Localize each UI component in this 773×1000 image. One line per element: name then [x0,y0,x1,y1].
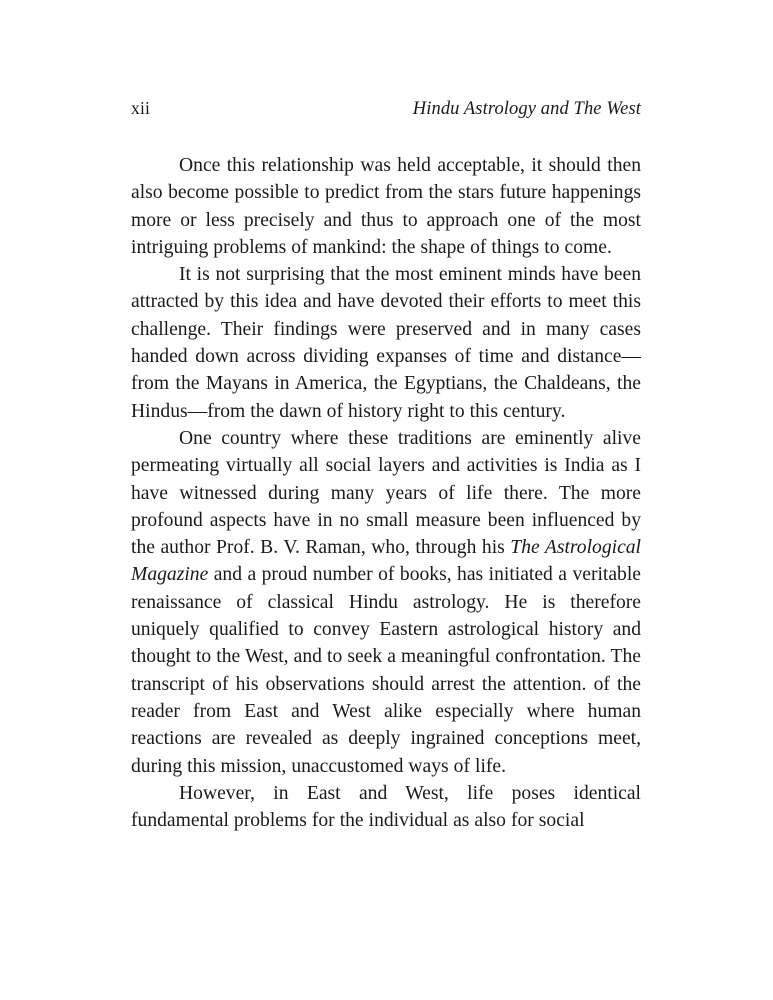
paragraph: One country where these traditions are eminently alive permeating virtually all social layers and activities is India as I have witnessed during many years of life there. The more profound aspects have in no small measure been influenced by the author Prof. B. V. Raman, who, through his The Astrological Magazine and a proud number of books, has initiated a veritable renaissance of classical Hindu astrology. He is therefore uniquely qualified to convey Eastern astrological history and thought to the West, and to seek a meaningful confrontation. The transcript of his observations should arrest the attention. of the reader from East and West alike especially where human reactions are revealed as deeply ingrained conceptions meet, during this mission, unaccustomed ways of life. [131,427,642,777]
italic-title: The Astrological Magazine [131,537,642,586]
paragraph: It is not surprising that the most eminent minds have been attracted by this idea and have devoted their efforts to meet this challenge. Their findings were preserved and in many cases handed down across dividing expanses of time and distance—from the Mayans in America, the Egyptians, the Chaldeans, the Hindus—from the dawn of history right to this century. [131,264,641,422]
body-text-block [131,152,641,834]
running-head [131,100,641,126]
paragraph: Once this relationship was held acceptable, it should then also become possible to predict from the stars future happenings more or less precisely and thus to approach one of the most intriguing problems of mankind: the shape of things to come. [131,155,641,258]
running-title: Hindu Astrology and The West [412,99,641,119]
page-number: xii [131,98,151,118]
paragraph: However, in East and West, life poses identical fundamental problems for the individual as also for social [131,782,641,832]
